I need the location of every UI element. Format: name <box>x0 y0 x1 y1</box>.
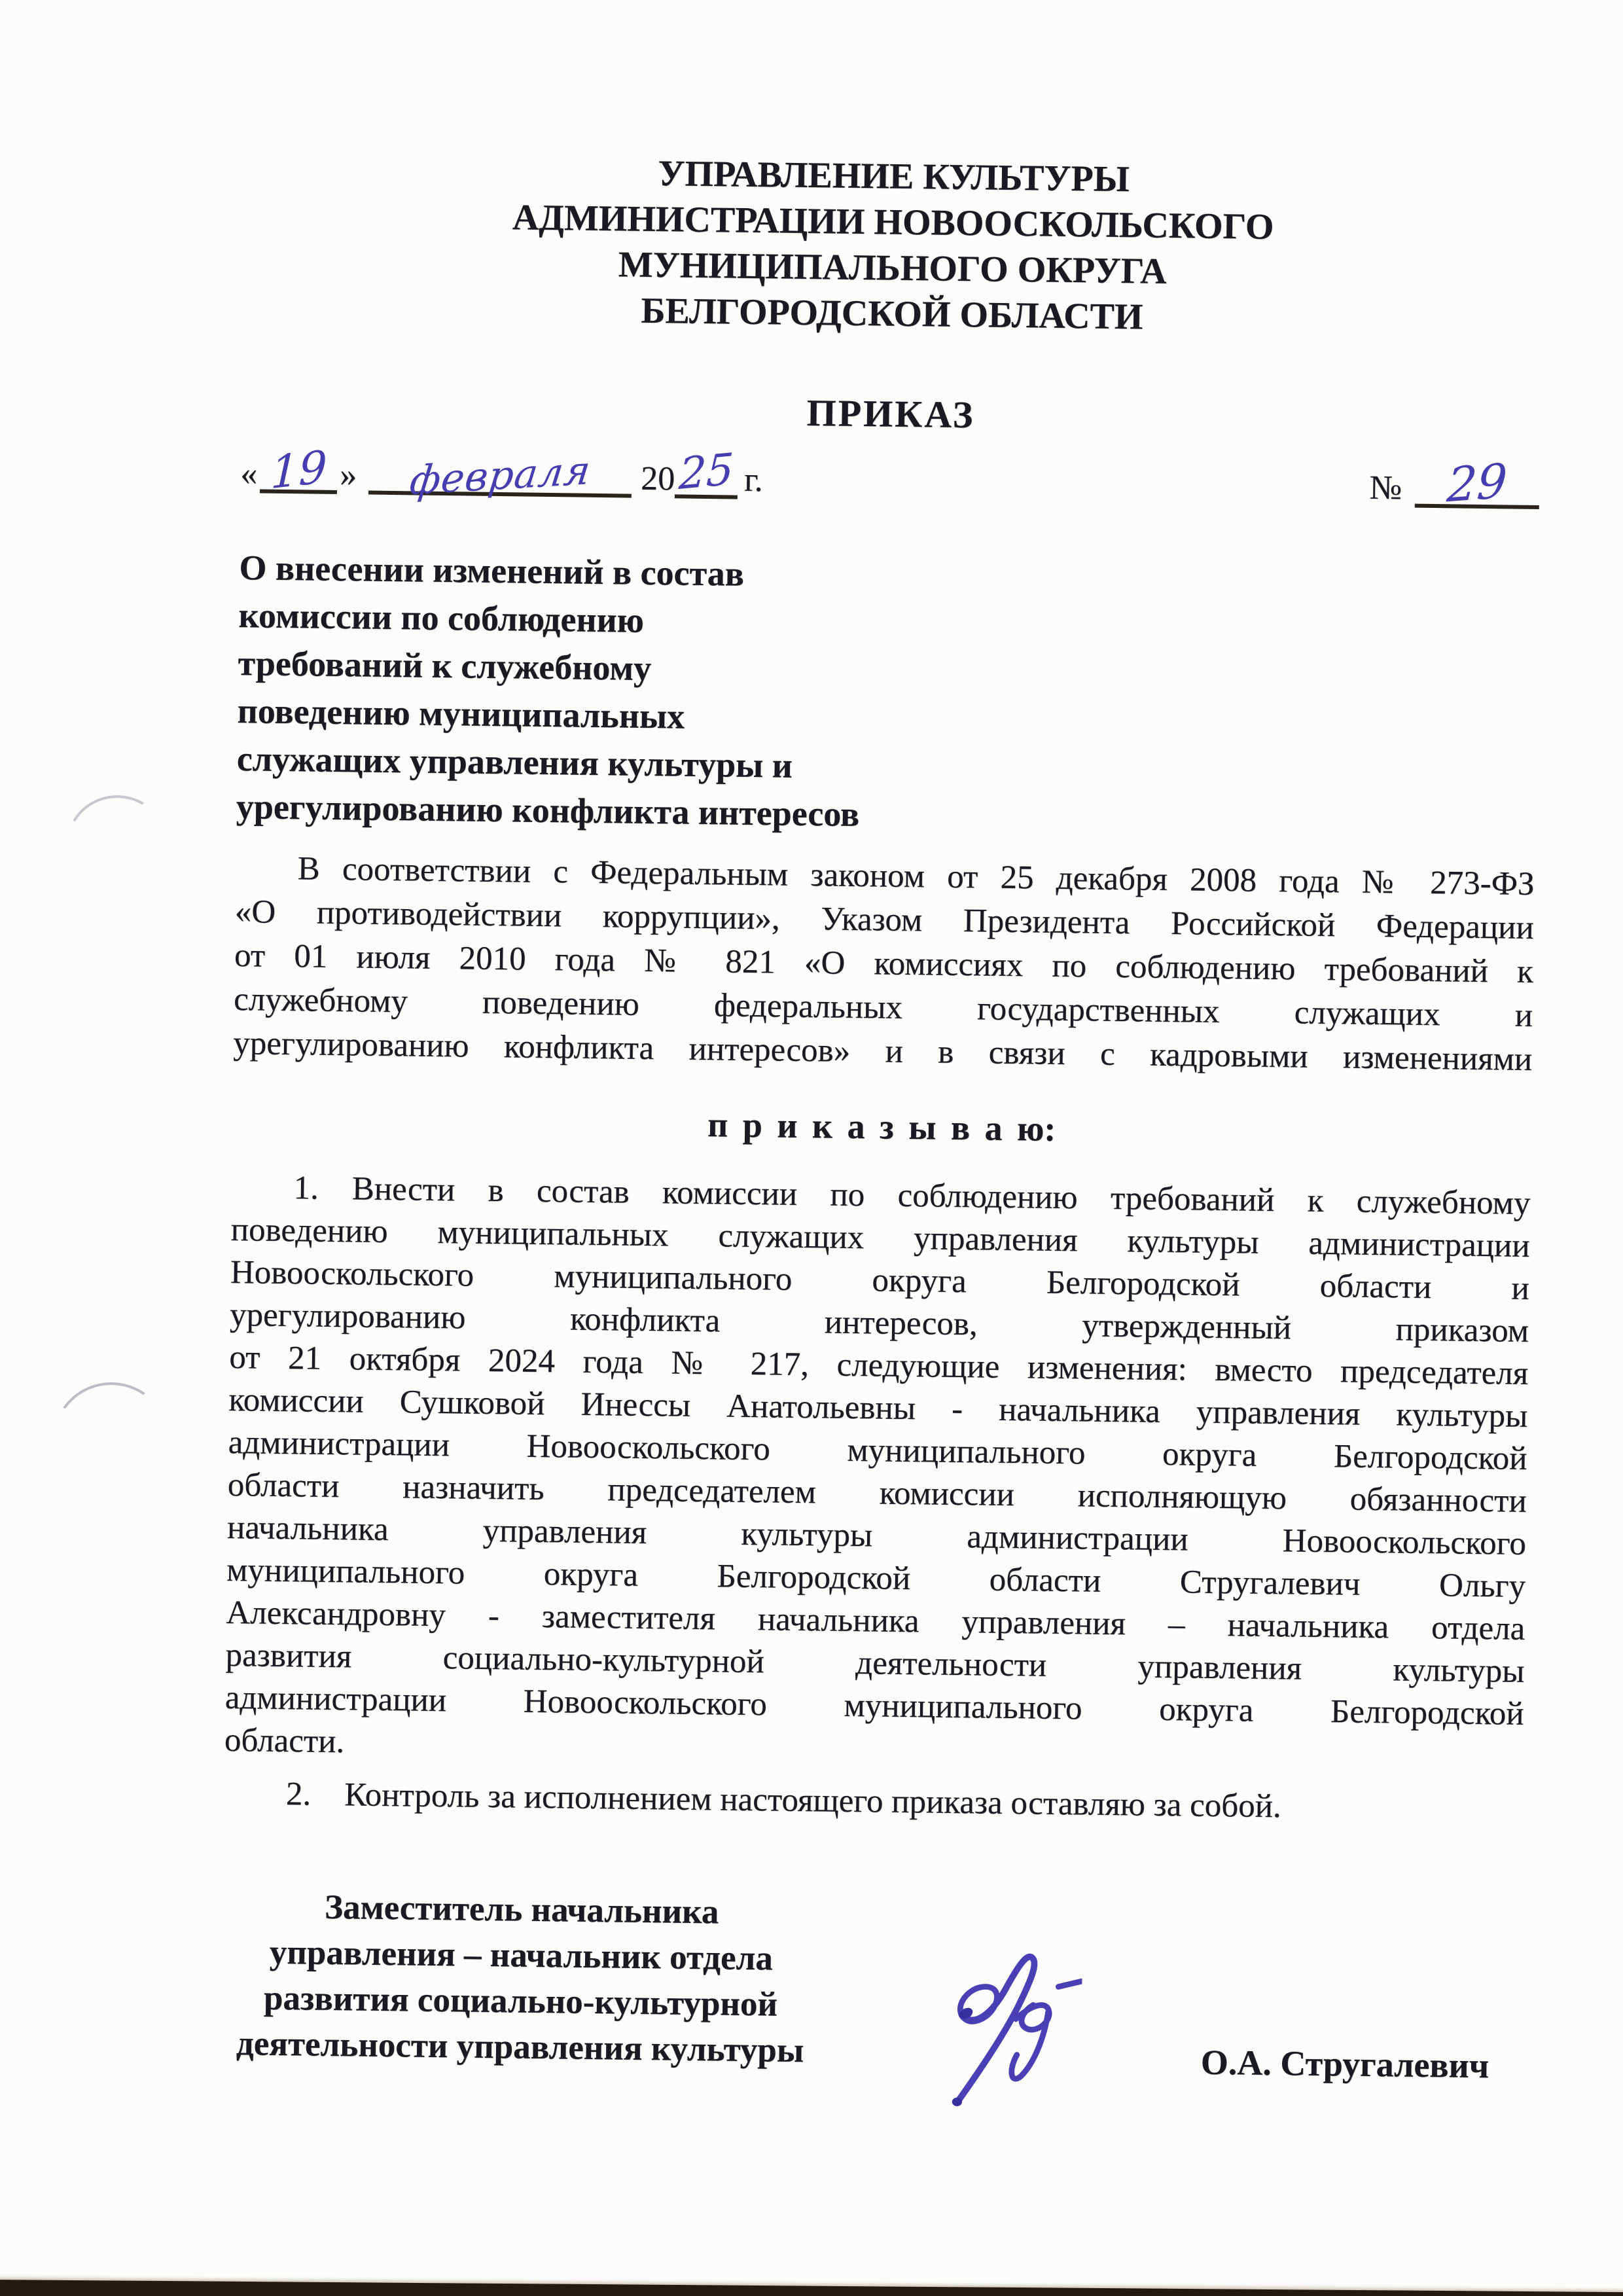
scanner-bottom-edge <box>0 2280 1623 2296</box>
preamble-line: В соответствии с Федеральным законом от 25 декабря 2008 года № 273-ФЗ <box>297 850 1535 903</box>
signer-position-line: Заместитель начальника <box>324 1888 719 1931</box>
preamble-line: «О противодействии коррупции», Указом Президента Российской Федерации <box>234 893 1535 946</box>
item1-line: администрации Новооскольского муниципального округа Белгородской <box>224 1679 1524 1732</box>
preamble-line: от 01 июля 2010 года № 821 «О комиссиях по соблюдению требований к <box>234 937 1534 990</box>
preamble-paragraph <box>233 846 1535 1082</box>
subject-line: поведению муниципальных <box>237 691 685 736</box>
order-number-field <box>1369 453 1539 513</box>
decree-word: п р и к а з ы в а ю: <box>707 1105 1056 1149</box>
day-handwritten: 19 <box>270 441 328 500</box>
date-field <box>240 441 764 505</box>
document-content <box>219 0 1546 2240</box>
signer-position-line: управления – начальник отдела <box>269 1933 774 1978</box>
date-and-number-row <box>240 441 1540 513</box>
punch-hole-shadow <box>43 1373 180 1510</box>
item1-line: Новооскольского муниципального округа Белгородской области и <box>230 1253 1530 1307</box>
item1-line: развития социально-культурной деятельности управления культуры <box>225 1636 1525 1690</box>
month-handwritten: февраля <box>407 447 594 505</box>
subject-line: требований к служебному <box>238 643 652 688</box>
item1-line: муниципального округа Белгородской области Стругалевич Ольгу <box>226 1551 1526 1605</box>
signer-position <box>221 1883 821 2073</box>
org-header-line: МУНИЦИПАЛЬНОГО ОКРУГА <box>618 244 1168 292</box>
item1-line: комиссии Сушковой Инессы Анатольевны - начальника управления культуры <box>228 1381 1528 1435</box>
item1-line: начальника управления культуры администрации Новооскольского <box>226 1509 1527 1562</box>
year-handwritten: 25 <box>677 443 736 500</box>
year-suffix: г. <box>743 461 764 499</box>
document-title: ПРИКАЗ <box>806 391 975 437</box>
signer-name: О.А. Стругалевич <box>1200 2042 1489 2086</box>
item1-line: области. <box>224 1721 345 1761</box>
signature-block <box>219 1883 1522 2240</box>
order-subject <box>236 544 1538 847</box>
org-header-line: АДМИНИСТРАЦИИ НОВООСКОЛЬСКОГО <box>512 197 1274 247</box>
month-blank-line <box>368 447 632 505</box>
preamble-line: урегулированию конфликта интересов» и в связи с кадровыми изменениями <box>232 1025 1533 1078</box>
signer-position-line: деятельности управления культуры <box>236 2024 804 2070</box>
signer-position-line: развития социально-культурной <box>263 1979 778 2024</box>
punch-hole-shadow <box>54 784 180 910</box>
organization-header <box>242 145 1543 345</box>
order-item-1 <box>224 1166 1531 1778</box>
subject-line: комиссии по соблюдению <box>238 596 645 640</box>
year-blank-line <box>675 443 738 500</box>
org-header-line: УПРАВЛЕНИЕ КУЛЬТУРЫ <box>658 153 1130 200</box>
number-blank-line <box>1415 453 1540 513</box>
item1-line: поведению муниципальных служащих управления культуры администрации <box>230 1211 1530 1265</box>
year-printed-prefix: 20 <box>640 459 675 498</box>
item2-line: 2. Контроль за исполнением настоящего приказа оставляю за собой. <box>285 1776 1282 1825</box>
org-header-line: БЕЛГОРОДСКОЙ ОБЛАСТИ <box>641 290 1143 338</box>
number-handwritten: 29 <box>1445 453 1509 513</box>
item1-line: администрации Новооскольского муниципального округа Белгородской <box>228 1424 1527 1477</box>
item1-line: 1. Внести в состав комиссии по соблюдению требований к служебному <box>293 1170 1531 1222</box>
item1-line: урегулированию конфликта интересов, утвержденный приказом <box>229 1296 1529 1350</box>
close-quote: » <box>339 456 357 494</box>
item1-line: области назначить председателем комиссии исполняющую обязанности <box>227 1466 1527 1520</box>
signature-ink <box>923 1944 1082 2129</box>
number-sign: № <box>1369 469 1402 507</box>
subject-line: О внесении изменений в состав <box>239 548 745 594</box>
preamble-line: служебному поведению федеральных государственных служащих и <box>233 981 1533 1034</box>
order-item-2 <box>224 1772 1524 1831</box>
item1-line: от 21 октября 2024 года № 217, следующие изменения: вместо председателя <box>228 1338 1529 1392</box>
subject-line: урегулированию конфликта интересов <box>236 787 860 834</box>
open-quote: « <box>240 455 258 493</box>
day-blank-line <box>260 441 338 500</box>
item1-line: Александровну - заместителя начальника управления – начальника отдела <box>226 1594 1525 1647</box>
subject-line: служащих управления культуры и <box>236 739 793 785</box>
